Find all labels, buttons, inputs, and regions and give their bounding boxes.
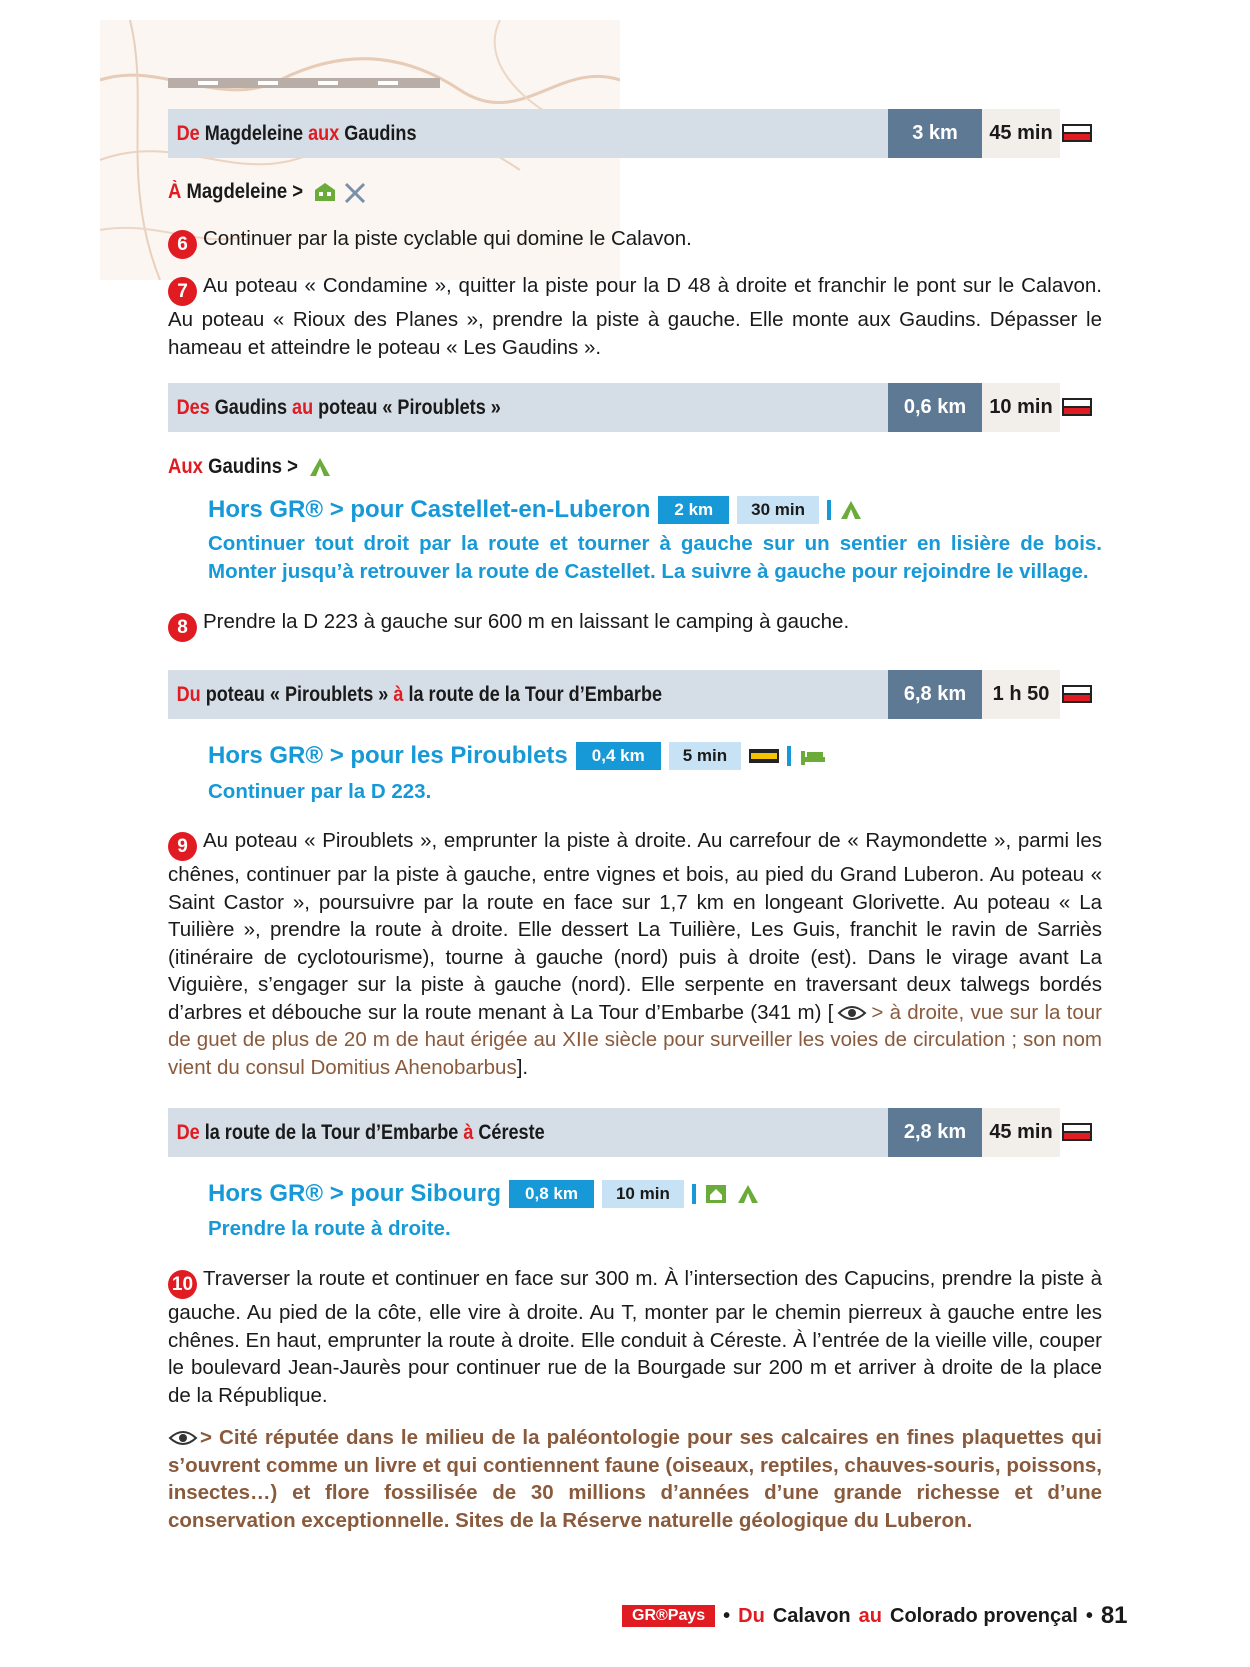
eye-icon	[168, 1429, 198, 1447]
bed-icon	[799, 745, 827, 767]
section-title: Des Gaudins au poteau « Piroublets »	[176, 395, 501, 419]
hors-gr-distance: 2 km	[658, 496, 729, 524]
eye-icon	[837, 1004, 867, 1022]
gr-marking-icon	[1062, 398, 1092, 416]
hors-gr-header: Hors GR® > pour Castellet-en-Luberon 2 km 30 min	[208, 496, 863, 524]
step-9: 9 Au poteau « Piroublets », emprunter la piste à droite. Au carrefour de « Raymondette », parmi les chênes, continuer par la piste à gauche, entre vignes et bois, au pied du Grand Luberon. Au poteau « Saint Castor », poursuivre par la route en face sur 1,7 km en longeant Glorivette. Au poteau « La Tuilière », prendre la route à droite. Elle dessert La Tuilière, Les Guis, franchit le ravin de Sarriès (itinéraire de cyclotourisme), tourne à gauche (nord) puis à droite (est). Dans le virage avant La Viguière, s’engager sur la piste à gauche (nord). Elle serpente en traversant deux talwegs bordés d’arbres et débouche sur la route menant à La Tour d’Embarbe (341 m) [ > à droite, vue sur la tour de guet de plus de 20 m de haut érigée au XIIe siècle pour surveiller les voies de circulation ; son nom vient du consul Domitius Ahenobarbus].	[168, 829, 1102, 1079]
hors-gr-duration: 5 min	[669, 742, 741, 770]
hors-gr-duration: 30 min	[737, 496, 819, 524]
gr-marking-icon	[1062, 685, 1092, 703]
step-6: 6 Continuer par la piste cyclable qui domine le Calavon.	[168, 225, 1102, 259]
camping-icon	[839, 499, 863, 521]
place-heading: Aux Gaudins >	[168, 455, 332, 479]
step-number: 7	[168, 277, 197, 306]
section-distance: 0,6 km	[888, 383, 982, 432]
hors-gr-distance: 0,8 km	[509, 1180, 594, 1208]
section-title: De la route de la Tour d’Embarbe à Céreste	[176, 1120, 545, 1144]
hors-gr-text: Continuer tout droit par la route et tourner à gauche sur un sentier en lisière de bois. Monter jusqu’à retrouver la route de Castellet. La suivre à gauche pour rejoindre le village.	[208, 532, 1102, 583]
section-header	[168, 383, 1053, 432]
hors-gr-text: Continuer par la D 223.	[208, 780, 432, 803]
section-distance: 3 km	[888, 109, 982, 158]
section-duration: 10 min	[982, 383, 1060, 432]
step-number: 8	[168, 613, 197, 642]
camping-icon	[308, 456, 332, 478]
page-footer: GR®Pays • Du Calavon au Colorado provençal • 81	[622, 1602, 1128, 1630]
step-number: 6	[168, 230, 197, 259]
restaurant-icon	[343, 181, 367, 203]
camping-icon	[736, 1183, 760, 1205]
separator	[787, 746, 791, 766]
separator	[827, 500, 831, 520]
yellow-marking-icon	[749, 749, 779, 763]
section-title: Du poteau « Piroublets » à la route de la Tour d’Embarbe	[176, 682, 663, 706]
section-title: De Magdeleine aux Gaudins	[176, 121, 417, 145]
hors-gr-duration: 10 min	[602, 1180, 684, 1208]
section-distance: 2,8 km	[888, 1108, 982, 1157]
section-duration: 1 h 50	[982, 670, 1060, 719]
section-distance: 6,8 km	[888, 670, 982, 719]
gr-pays-badge: GR®Pays	[622, 1605, 715, 1627]
page-number: 81	[1100, 1602, 1128, 1629]
section-duration: 45 min	[982, 109, 1060, 158]
gr-marking-icon	[1062, 124, 1092, 142]
step-7: 7 Au poteau « Condamine », quitter la piste pour la D 48 à droite et franchir le pont sur le Calavon. Au poteau « Rioux des Planes », prendre la piste à gauche. Elle monte aux Gaudins. Dépasser le hameau et atteindre le poteau « Les Gaudins ».	[168, 274, 1102, 359]
step-10: 10 Traverser la route et continuer en face sur 300 m. À l’intersection des Capucins, prendre la piste à gauche. Au pied de la côte, elle vire à droite. Au T, monter par le chemin pierreux à gauche entre les chênes. En haut, emprunter la route à droite. Elle conduit à Céreste. À l’entrée de la vieille ville, couper le boulevard Jean-Jaurès pour continuer rue de la Bourgade sur 200 m et arriver à droite de la place de la République.	[168, 1267, 1102, 1407]
hors-gr-distance: 0,4 km	[576, 742, 661, 770]
section-header	[168, 1108, 1053, 1157]
gite-icon	[704, 1183, 728, 1205]
place-heading: À Magdeleine >	[168, 180, 367, 204]
step-8: 8 Prendre la D 223 à gauche sur 600 m en laissant le camping à gauche.	[168, 608, 1102, 642]
separator	[692, 1184, 696, 1204]
hors-gr-header: Hors GR® > pour les Piroublets 0,4 km 5 min	[208, 742, 827, 770]
section-header	[168, 109, 1053, 158]
step-number: 9	[168, 832, 197, 861]
hors-gr-text: Prendre la route à droite.	[208, 1217, 451, 1240]
lodging-icon	[313, 181, 337, 203]
site-note: > Cité réputée dans le milieu de la paléontologie pour ses calcaires en fines plaquettes qui s’ouvrent comme un livre et qui contiennent faune (oiseaux, reptiles, chauves-souris, poissons, insectes…) et flore fossilisée de 30 millions d’années d’une grande richesse et d’une conservation exceptionnelle. Sites de la Réserve naturelle géologique du Luberon.	[168, 1426, 1102, 1532]
section-duration: 45 min	[982, 1108, 1060, 1157]
track-dash-bar	[168, 78, 440, 88]
section-header	[168, 670, 1050, 719]
step-number: 10	[168, 1270, 197, 1299]
gr-marking-icon	[1062, 1123, 1092, 1141]
hors-gr-header: Hors GR® > pour Sibourg 0,8 km 10 min	[208, 1180, 760, 1208]
